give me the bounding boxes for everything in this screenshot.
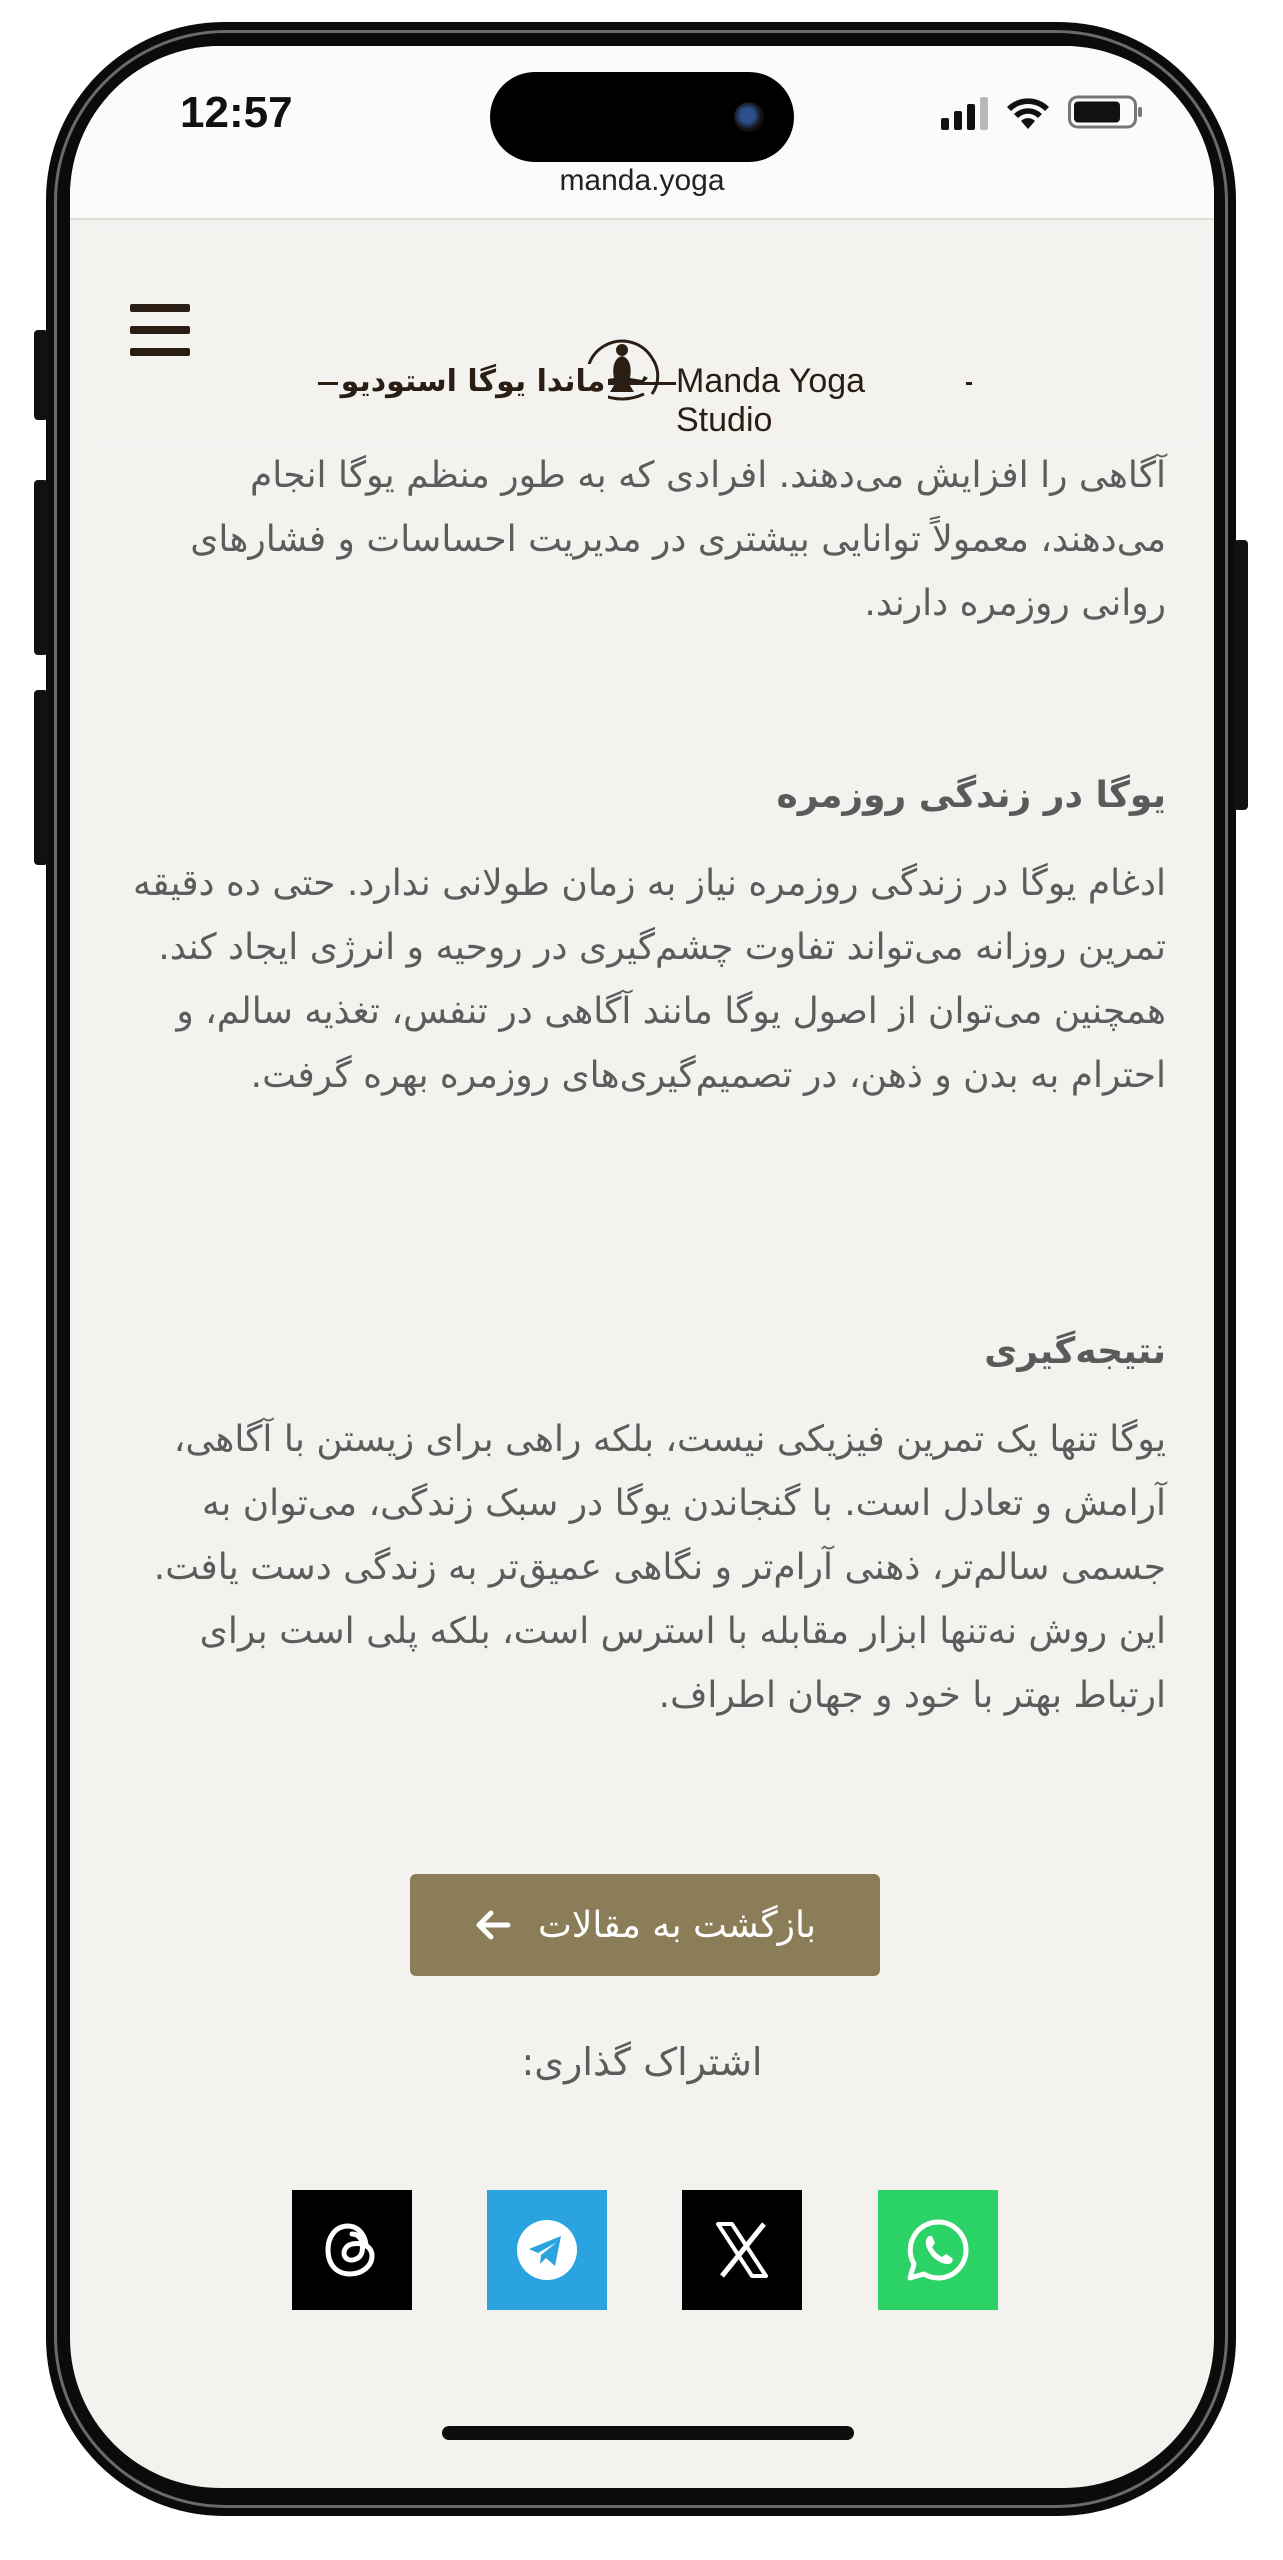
power-button — [1234, 540, 1248, 810]
article-section — [126, 764, 1166, 1108]
share-whatsapp-button[interactable] — [878, 2190, 998, 2310]
wifi-icon — [1006, 96, 1050, 130]
section-heading: یوگا در زندگی روزمره — [776, 775, 1166, 816]
cellular-signal-icon — [941, 96, 988, 130]
hamburger-icon[interactable] — [130, 304, 190, 356]
x-icon — [706, 2214, 778, 2286]
phone-screen — [70, 46, 1214, 2488]
battery-icon — [1068, 94, 1144, 130]
share-label: اشتراک گذاری: — [521, 2040, 763, 2084]
action-button — [34, 330, 48, 420]
article-section — [126, 1320, 1166, 1728]
status-time: 12:57 — [180, 88, 293, 137]
share-x-button[interactable] — [682, 2190, 802, 2310]
section-paragraph: یوگا تنها یک تمرین فیزیکی نیست، بلکه راهی برای زیستن با آگاهی، آرامش و تعادل است. با گنجاندن یوگا در سبک زندگی، می‌توان به جسمی سالم‌تر، ذهنی آرام‌تر و نگاهی عمیق‌تر به زندگی دست یافت. این روش نه‌تنها ابزار مقابله با استرس است، بلکه پلی است برای ارتباط بهتر با خود و جهان اطراف. — [153, 1419, 1166, 1716]
front-camera-icon — [734, 102, 764, 132]
article-body — [126, 444, 1166, 636]
site-logo[interactable] — [318, 324, 972, 439]
volume-up-button — [34, 480, 48, 655]
back-button-label: بازگشت به مقالات — [537, 1904, 817, 1946]
status-bar — [70, 46, 1214, 218]
volume-down-button — [34, 690, 48, 865]
site-header — [70, 220, 1214, 452]
share-telegram-button[interactable] — [487, 2190, 607, 2310]
back-to-articles-button[interactable] — [410, 1874, 880, 1976]
status-icons — [941, 94, 1144, 130]
arrow-left-icon — [474, 1906, 512, 1944]
page-content — [70, 220, 1214, 2488]
share-threads-button[interactable] — [292, 2190, 412, 2310]
intro-paragraph: آگاهی را افزایش می‌دهند. افرادی که به طور منظم یوگا انجام می‌دهند، معمولاً توانایی بیشتری در مدیریت احساسات و فشارهای روانی روزمره دارند. — [190, 455, 1166, 624]
threads-icon — [316, 2214, 388, 2286]
logo-text-fa: ماندا یوگا استودیو — [338, 364, 608, 399]
section-heading: نتیجه‌گیری — [984, 1331, 1166, 1372]
browser-url[interactable]: manda.yoga — [559, 164, 725, 197]
whatsapp-icon — [902, 2214, 974, 2286]
logo-text-en: Manda Yoga Studio — [676, 362, 966, 440]
home-indicator[interactable] — [442, 2426, 854, 2440]
section-paragraph: ادغام یوگا در زندگی روزمره نیاز به زمان طولانی ندارد. حتی ده دقیقه تمرین روزانه می‌تواند تفاوت چشم‌گیری در روحیه و انرژی ایجاد کند. همچنین می‌توان از اصول یوگا مانند آگاهی در تنفس، تغذیه سالم، و احترام به بدن و ذهن، در تصمیم‌گیری‌های روزمره بهره گرفت. — [132, 863, 1166, 1096]
dynamic-island — [490, 72, 794, 162]
telegram-icon — [511, 2214, 583, 2286]
